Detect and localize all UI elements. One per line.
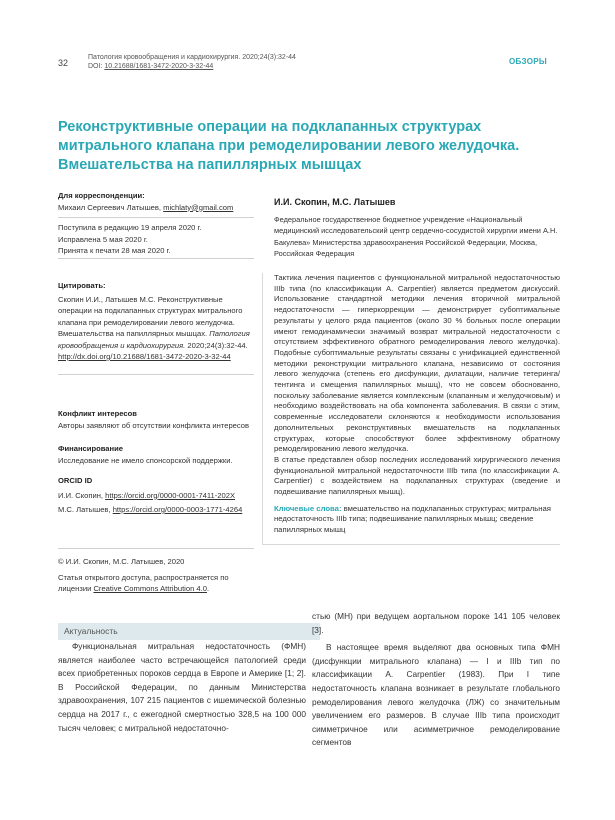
cite-block [58, 280, 254, 363]
correspondence-email[interactable]: michlaty@gmail.com [163, 202, 234, 212]
authors: И.И. Скопин, М.С. Латышев [274, 197, 396, 207]
section-heading: Актуальность [58, 623, 320, 640]
conflict-block [58, 408, 254, 431]
cite-label: Цитировать: [58, 281, 106, 290]
orcid-block [58, 475, 254, 516]
cite-journal: Патология кровообращения и кардиохирургия. [58, 329, 250, 350]
body-paragraph: В настоящее время выделяют два основных типа ФМН (дисфункции митрального клапана) — I и IIIb тип по классификации A. Carpentier (1983). При I типе недостаточность клапана возникает в результате глобального ремоделирования левого желудочка (ЛЖ) со значительным увеличением его размеров. В случае IIIb типа происходит симметричное или асимметричное ремоделирование сегментов [312, 642, 560, 748]
conflict-text: Авторы заявляют об отсутствии конфликта интересов [58, 420, 250, 430]
doi-line [88, 62, 296, 71]
cite-post: 2020;24(3):32-44. [187, 340, 248, 350]
body-column-1 [58, 640, 306, 735]
orcid-name: М.С. Латышев, [58, 505, 113, 514]
cite-text [58, 294, 254, 363]
keywords-text: вмешательство на подклапанных структурах; митральная недостаточность IIIb типа; подвешивание папиллярных мышц; сведение папиллярных мышц [274, 503, 551, 535]
cite-pre: Скопин И.И., Латышев М.С. Реконструктивные операции на подклапанных структурах митрального клапана при ремоделировании левого желудочка. Вмешательства на папиллярных мышцах. Патология кровообращения и кардиохирургия. [58, 294, 250, 350]
doi-link[interactable]: 10.21688/1681-3472-2020-3-32-44 [104, 63, 214, 70]
orcid-link[interactable]: https://orcid.org/0000-0003-1771-4264 [112, 505, 243, 514]
license-prefix: Статья открытого доступа, распространяется по лицензии [58, 572, 229, 593]
journal-header [88, 53, 296, 71]
orcid-name: И.И. Скопин, [58, 490, 106, 500]
license-end: . [206, 584, 210, 593]
divider [58, 258, 254, 259]
journal-citation-line: Патология кровообращения и кардиохирургия. 2020;24(3):32-44 [88, 54, 296, 61]
keywords [274, 504, 560, 536]
correspondence-label: Для корреспонденции: [58, 191, 145, 200]
correspondence-block [58, 190, 254, 213]
cite-doi-link[interactable]: http://dx.doi.org/10.21688/1681-3472-2020-3-32-44 [58, 352, 231, 361]
conflict-label: Конфликт интересов [58, 409, 137, 418]
keywords-label: Ключевые слова: [274, 503, 342, 513]
license-text [58, 572, 254, 595]
dates-block [58, 222, 254, 257]
license-link[interactable]: Creative Commons Attribution 4.0 [93, 584, 207, 593]
doi-prefix: DOI: [88, 63, 105, 70]
funding-label: Финансирование [58, 444, 123, 453]
affiliation: Федеральное государственное бюджетное учреждение «Национальный медицинский исследовательский центр сердечно-сосудистой хирургии имени А.Н. Бакулева» Министерства здравоохранения Российской Федерации, Москва, Российская Федерация [274, 215, 558, 258]
divider [58, 217, 254, 218]
accepted-date: Принята к печати 28 мая 2020 г. [58, 246, 171, 255]
page-number: 32 [58, 58, 69, 68]
divider [58, 374, 254, 375]
body-paragraph: Функциональная митральная недостаточность (ФМН) является наиболее часто встречающейся патологией среди всех приобретенных пороков сердца в Европе и Америке [1; 2]. В Российской Федерации, по данным Министерства здравоохранения, 107 215 пациентов с ишемической болезнью сердца на 2017 г., с ежегодной смертностью 328,5 на 100 000 тысяч человек; с митральной недостаточно- [58, 641, 306, 733]
divider [58, 548, 254, 549]
correspondence-line [58, 202, 254, 214]
abstract-box [262, 273, 560, 545]
abstract-paragraph: Тактика лечения пациентов с функциональной митральной недостаточностью IIIb типа (по классификации A. Carpentier) является предметом дискуссий. Использование стандартной методики лечения вторичной митральной недостаточности — гиперкоррекции — демонстрирует субоптимальные результаты у целого ряда пациентов (около 30 % больных после операции имеют гемодинамически значимый возврат митральной недостаточности с отсутствием эффективного обратного ремоделирования левого желудочка). Подобные субоптимальные результаты связаны с унификацией единственной методики реконструкции митрального клапана, независимо от состояния левого желудочка (степень его дисфункции, дилатации, наличие тетеринга/тентинга и смещения папиллярных мышц), что не совсем обоснованно, поскольку заболевание является комплексным (клапанным и желудочковым) и необходимо воздействовать на оба компонента заболевания. В связи с этим, современные исследователи склоняются к необходимости использования дополнительных реконструктивных вмешательств на подклапанных структурах, которые способствуют более эффективному обратному ремоделированию левого желудочка. [274, 273, 560, 454]
abstract-paragraph: В статье представлен обзор последних исследований хирургического лечения функциональной митральной недостаточности IIIb типа (по классификации A. Carpentier) с воздействием на подклапанных структурах (сведение и подвешивание папиллярных мышц). [274, 454, 560, 497]
abstract [274, 273, 560, 498]
body-column-2 [312, 610, 560, 750]
funding-block [58, 443, 254, 466]
funding-text: Исследование не имело спонсорской поддержки. [58, 455, 233, 465]
license-block [58, 556, 254, 595]
orcid-entry-2 [58, 504, 254, 516]
orcid-link[interactable]: https://orcid.org/0000-0001-7411-202X [105, 490, 236, 500]
orcid-label: ORCID ID [58, 476, 93, 485]
copyright: © И.И. Скопин, М.С. Латышев, 2020 [58, 557, 185, 566]
article-title: Реконструктивные операции на подклапанных структурах митрального клапана при ремоделировании левого желудочка. Вмешательства на папиллярных мышцах [58, 119, 520, 173]
body-paragraph: стью (МН) при ведущем аортальном пороке 141 105 человек [3]. [312, 611, 560, 635]
revised-date: Исправлена 5 мая 2020 г. [58, 234, 148, 244]
received-date: Поступила в редакцию 19 апреля 2020 г. [58, 223, 202, 232]
section-label: ОБЗОРЫ [509, 57, 547, 66]
correspondence-name: Михаил Сергеевич Латышев, [58, 202, 164, 212]
orcid-entry-1 [58, 490, 254, 502]
